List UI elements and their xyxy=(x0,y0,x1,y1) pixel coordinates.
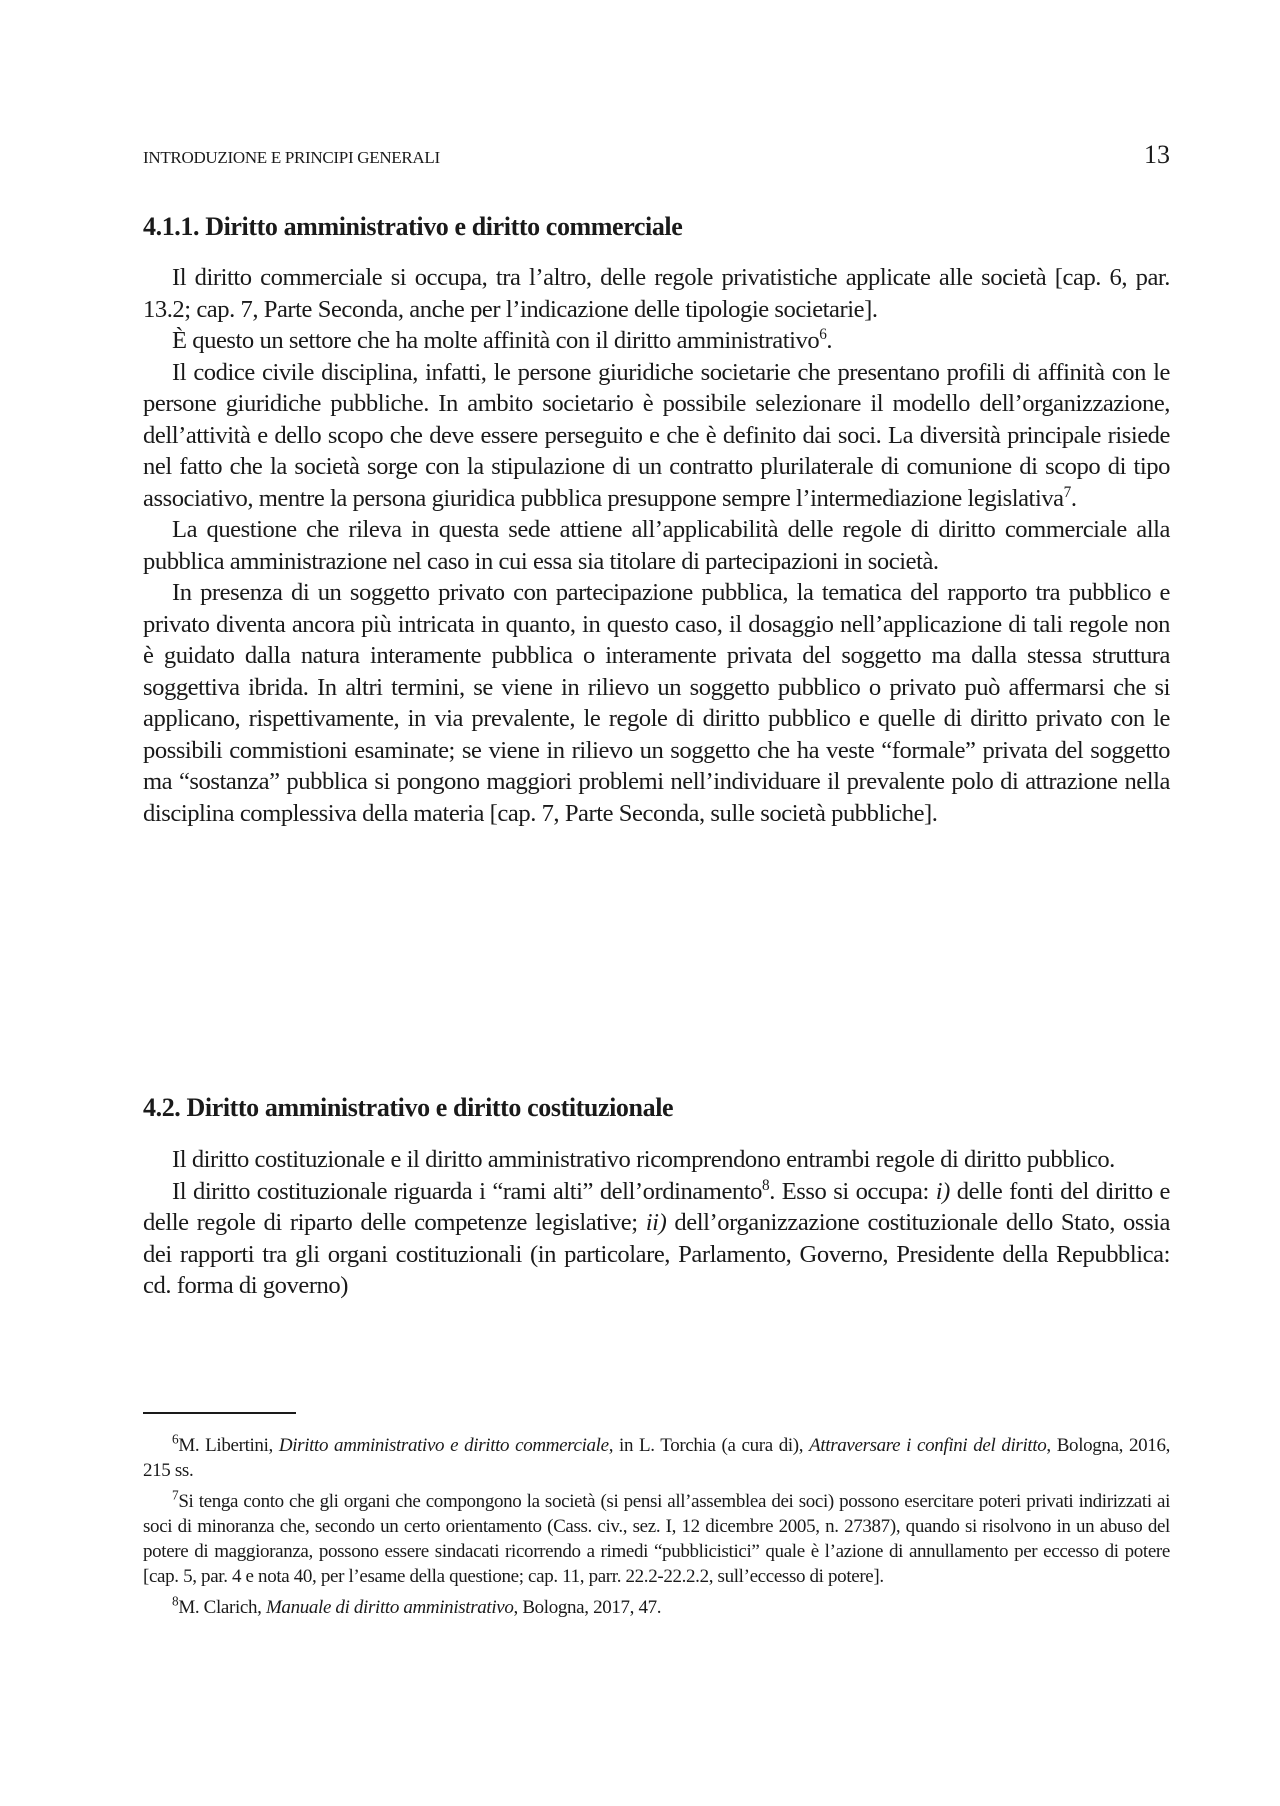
section-heading-4-1-1: 4.1.1. Diritto amministrativo e diritto commerciale xyxy=(143,212,683,241)
enumeration-marker: i) xyxy=(935,1177,950,1205)
footnote-8: $^8$M. Clarich, Manuale di diritto amministrativo, Bologna, 2017, 47. xyxy=(172,1593,662,1618)
running-title: INTRODUZIONE E PRINCIPI GENERALI xyxy=(143,148,440,167)
footnote-ref[interactable]: 8 xyxy=(762,1176,770,1194)
footnote-separator xyxy=(143,1412,296,1414)
section-heading-4-2: 4.2. Diritto amministrativo e diritto costituzionale xyxy=(143,1093,674,1122)
footnote-6: $^6$M. Libertini, Diritto amministrativo e diritto commerciale, in L. Torchia (a cura di), Attraversare i confini del diritto, Bologna, 2016, 215 ss. xyxy=(143,1431,1170,1481)
paragraph: Il codice civile disciplina, infatti, le persone giuridiche societarie che presentano profili di affinità con le persone giuridiche pubbliche. In ambito societario è possibile selezionare il modello dell’organizzazione, dell’attività e dello scopo che deve essere perseguito e che è definito dai soci. La diversità principale risiede nel fatto che la società sorge con la stipulazione di un contratto plurilaterale di comunione di scopo di tipo associativo, mentre la persona giuridica pubblica presuppone sempre l’intermediazione legislativa$^7$. xyxy=(143,358,1170,512)
section-body-4-1-1 xyxy=(143,262,1170,829)
paragraph: La questione che rileva in questa sede attiene all’applicabilità delle regole di diritto commerciale alla pubblica amministrazione nel caso in cui essa sia titolare di partecipazioni in società. xyxy=(143,516,1170,575)
paragraph: Il diritto costituzionale e il diritto amministrativo ricomprendono entrambi regole di diritto pubblico. xyxy=(172,1146,1115,1173)
footnote-ref[interactable]: 6 xyxy=(819,325,827,343)
running-head xyxy=(143,140,1170,170)
footnote-ref[interactable]: 7 xyxy=(1063,483,1071,501)
paragraph: Il diritto commerciale si occupa, tra l’altro, delle regole privatistiche applicate alle società [cap. 6, par. 13.2; cap. 7, Parte Seconda, anche per l’indicazione delle tipologie societarie]. xyxy=(143,264,1170,323)
section-body-4-2 xyxy=(143,1144,1170,1302)
enumeration-marker: ii) xyxy=(645,1209,667,1236)
paragraph: Il diritto costituzionale riguarda i “rami alti” dell’ordinamento$^8$. Esso si occupa: i) delle fonti del diritto e delle regole di riparto delle competenze legislative; ii) dell’organizzazione costituzionale dello Stato, ossia dei rapporti tra gli organi costituzionali (in particolare, Parlamento, Governo, Presidente della Repubblica: cd. forma di governo) xyxy=(143,1176,1170,1299)
paragraph: In presenza di un soggetto privato con partecipazione pubblica, la tematica del rapporto tra pubblico e privato diventa ancora più intricata in quanto, in questo caso, il dosaggio nell’applicazione di tali regole non è guidato dalla natura interamente pubblica o interamente privata del soggetto ma dalla stessa struttura soggettiva ibrida. In altri termini, se viene in rilievo un soggetto pubblico o privato può affermarsi che si applicano, rispettivamente, in via prevalente, le regole di diritto pubblico e quelle di diritto privato con le possibili commistioni esaminate; se viene in rilievo un soggetto che ha veste “formale” privata del soggetto ma “sostanza” pubblica si pongono maggiori problemi nell’individuare il prevalente polo di attrazione nella disciplina complessiva della materia [cap. 7, Parte Seconda, sulle società pubbliche]. xyxy=(143,579,1170,827)
footnote-7: $^7$Si tenga conto che gli organi che compongono la società (si pensi all’assemblea dei soci) possono esercitare poteri privati indirizzati ai soci di minoranza che, secondo un certo orientamento (Cass. civ., sez. I, 12 dicembre 2005, n. 27387), quando si risolvono in un abuso del potere di maggioranza, possono essere sindacati ricorrendo a rimedi “pubblicistici” quale è l’azione di annullamento per eccesso di potere [cap. 5, par. 4 e nota 40, per l’esame della questione; cap. 11, parr. 22.2-22.2.2, sull’eccesso di potere]. xyxy=(143,1487,1170,1587)
paragraph: È questo un settore che ha molte affinità con il diritto amministrativo$^6$. xyxy=(172,325,833,354)
page-number: 13 xyxy=(1144,140,1170,169)
footnotes xyxy=(143,1433,1170,1626)
